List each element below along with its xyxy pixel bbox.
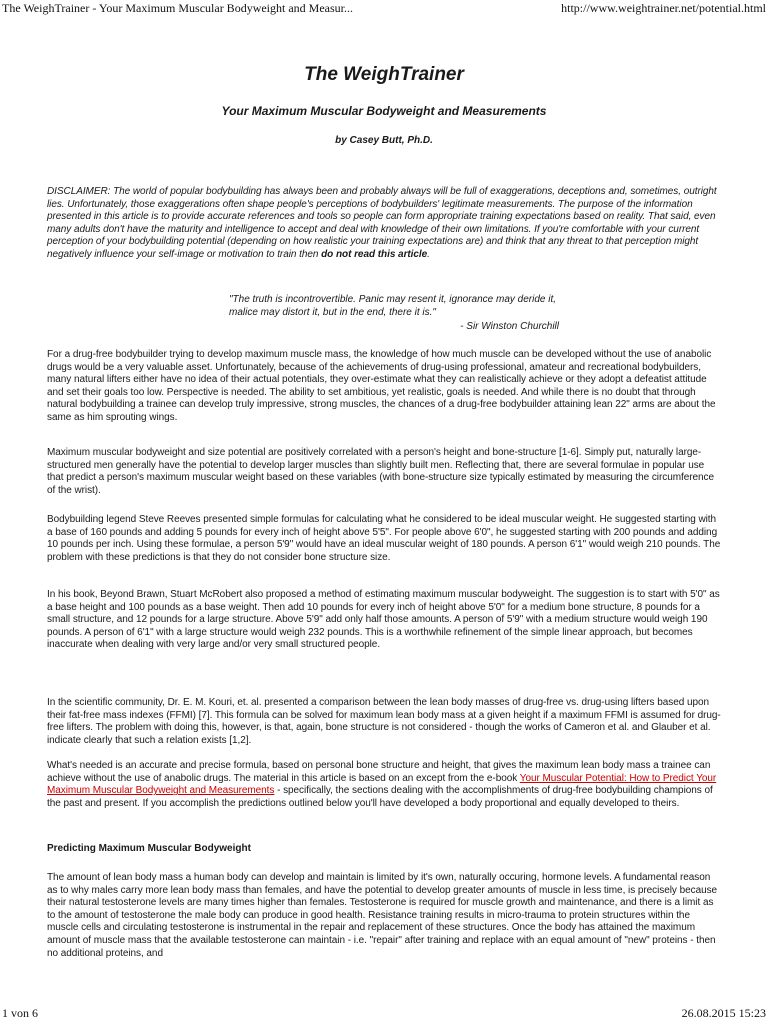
ebook-link[interactable]: Your Muscular Potential: How to Predict Your Maximum Muscular Bodyweight and Measurements [47,772,717,797]
paragraph-mcrobert: In his book, Beyond Brawn, Stuart McRobert also proposed a method of estimating maximum muscular bodyweight. The suggestion is to start with 5'0" as a base height and 100 pounds as a base weight. Then add 10 pounds for every inch of height above 5'0" for a medium bone structure, 8 pounds for a small structure, and 12 pounds for a large structure. Above 5'9" add only half those amounts. A person of 5'9" with a medium structure would weigh 190 pounds. A person of 6'1" with a large structure would weigh 232 pounds. This is a worthwhile refinement of the simple linear approach, but becomes inaccurate when dealing with very large and/or very small structured people. [47,589,720,651]
disclaimer-text: DISCLAIMER: The world of popular bodybuilding has always been and probably always will be full of exaggerations, deceptions and, sometimes, outright lies. Unfortunately, those exaggerations often shape people's perceptions of bodybuilders' legitimate measurements. The purpose of the information presented in this article is to provide accurate references and tools so people can form appropriate training expectations based on reality. That said, even many adults don't have the maturity and intelligence to accept and deal with knowledge of their own limitations. If you're comfortable with your current perception of your bodybuilding potential (depending on how realistic your training expectations are) and think that any threat to that perception might negatively influence your self-image or motivation to train then [47,186,717,260]
page-title: The WeighTrainer - Your Maximum Muscular Bodyweight and Measur... [2,1,353,15]
paragraph-reeves: Bodybuilding legend Steve Reeves presented simple formulas for calculating what he considered to be ideal muscular weight. He suggested starting with a base of 160 pounds and adding 5 pounds for every inch of height above 5'5". For people above 6'0", he suggested starting with 200 pounds and adding 10 pounds per inch. Using these formulae, a person 5'9" would have an ideal muscular weight of 180 pounds. A person 6'1" would weigh 210 pounds. The problem with these predictions is that they do not consider bone structure size. [47,514,721,563]
paragraph-needed [47,760,721,810]
churchill-quote [229,293,559,333]
article-author: by Casey Butt, Ph.D. [335,135,433,146]
paragraph-potential: Maximum muscular bodyweight and size potential are positively correlated with a person's height and bone-structure [1-6]. Simply put, naturally large-structured men generally have the potential to develop larger muscles than slightly built men. Reflecting that, there are several formulae in popular use that predict a person's maximum muscular weight based on these variables (with bone-structure size typically estimated by measuring the circumference of the wrist). [47,447,714,496]
paragraph-kouri: In the scientific community, Dr. E. M. Kouri, et. al. presented a comparison between the lean body masses of drug-free vs. drug-using lifters based upon their fat-free mass indexes (FFMI) [7]. This formula can be solved for maximum lean body mass at a given height if a maximum FFMI is assumed for drug-free lifters. The problem with doing this, however, is that, again, bone structure is not considered - though the works of Cameron et al. and Glauber et al. indicate clearly that such a relation exists [1,2]. [47,697,721,746]
page-number: 1 von 6 [2,1006,38,1020]
disclaimer-end: . [427,248,430,260]
disclaimer [47,186,721,262]
article-subtitle: Your Maximum Muscular Bodyweight and Measurements [221,104,547,118]
print-datetime: 26.08.2015 15:23 [681,1006,766,1020]
page-url: http://www.weightrainer.net/potential.html [561,1,766,15]
quote-attribution: - Sir Winston Churchill [460,320,559,332]
disclaimer-warning: do not read this article [321,248,428,260]
section-heading: Predicting Maximum Muscular Bodyweight [47,843,251,854]
paragraph-needed-start: What's needed is an accurate and precise formula, based on personal bone structure and height, that gives the maximum lean body mass a trainee can achieve without the use of anabolic drugs. The material in this article is based on an except from the e-book [47,760,711,784]
article-title: The WeighTrainer [304,64,464,85]
print-header [0,1,768,17]
paragraph-needed-end: - specifically, the sections dealing with the accomplishments of drug-free bodybuilding champions of the past and present. If you accomplish the predictions outlined below you'll have developed a body proportional and equally developed to theirs. [47,785,713,809]
print-footer [0,1006,768,1022]
paragraph-intro: For a drug-free bodybuilder trying to develop maximum muscle mass, the knowledge of how much muscle can be developed without the use of anabolic drugs would be a very valuable asset. Unfortunately, because of the achievements of drug-using professional, amateur and recreational bodybuilders, many natural lifters either have no idea of their actual potentials, they over-estimate what they can realistically achieve or they adopt a defeatist attitude and set their goals too low. Perspective is needed. The ability to set ambitious, yet realistic, goals is needed. And while there is no doubt that through natural bodybuilding a trainee can develop truly impressive, strong muscles, the chances of a drug-free bodybuilder attaining lean 22" arms are about the same as him sprouting wings. [47,349,716,423]
quote-text: "The truth is incontrovertible. Panic may resent it, ignorance may deride it, malice may distort it, but in the end, there it is." [229,294,557,319]
paragraph-hormones: The amount of lean body mass a human body can develop and maintain is limited by it's own, naturally occuring, hormone levels. A fundamental reason as to why males carry more lean body mass than females, and have the potential to develop greater amounts of muscle in less time, is precisely because their natural testosterone levels are many times higher than females. Testosterone is required for muscle growth and maintenance, and there is a limit as to the amount of testosterone the male body can produce in good health. Resistance training results in micro-trauma to protein structures within the muscle cells and circulating testosterone is instrumental in the repair and replacement of these structures. Once the body has attained the maximum amount of muscle mass that the available testosterone can maintain - i.e. "repair" after training and replace with an equal amount of "new" proteins - then no additional proteins, and [47,872,718,959]
